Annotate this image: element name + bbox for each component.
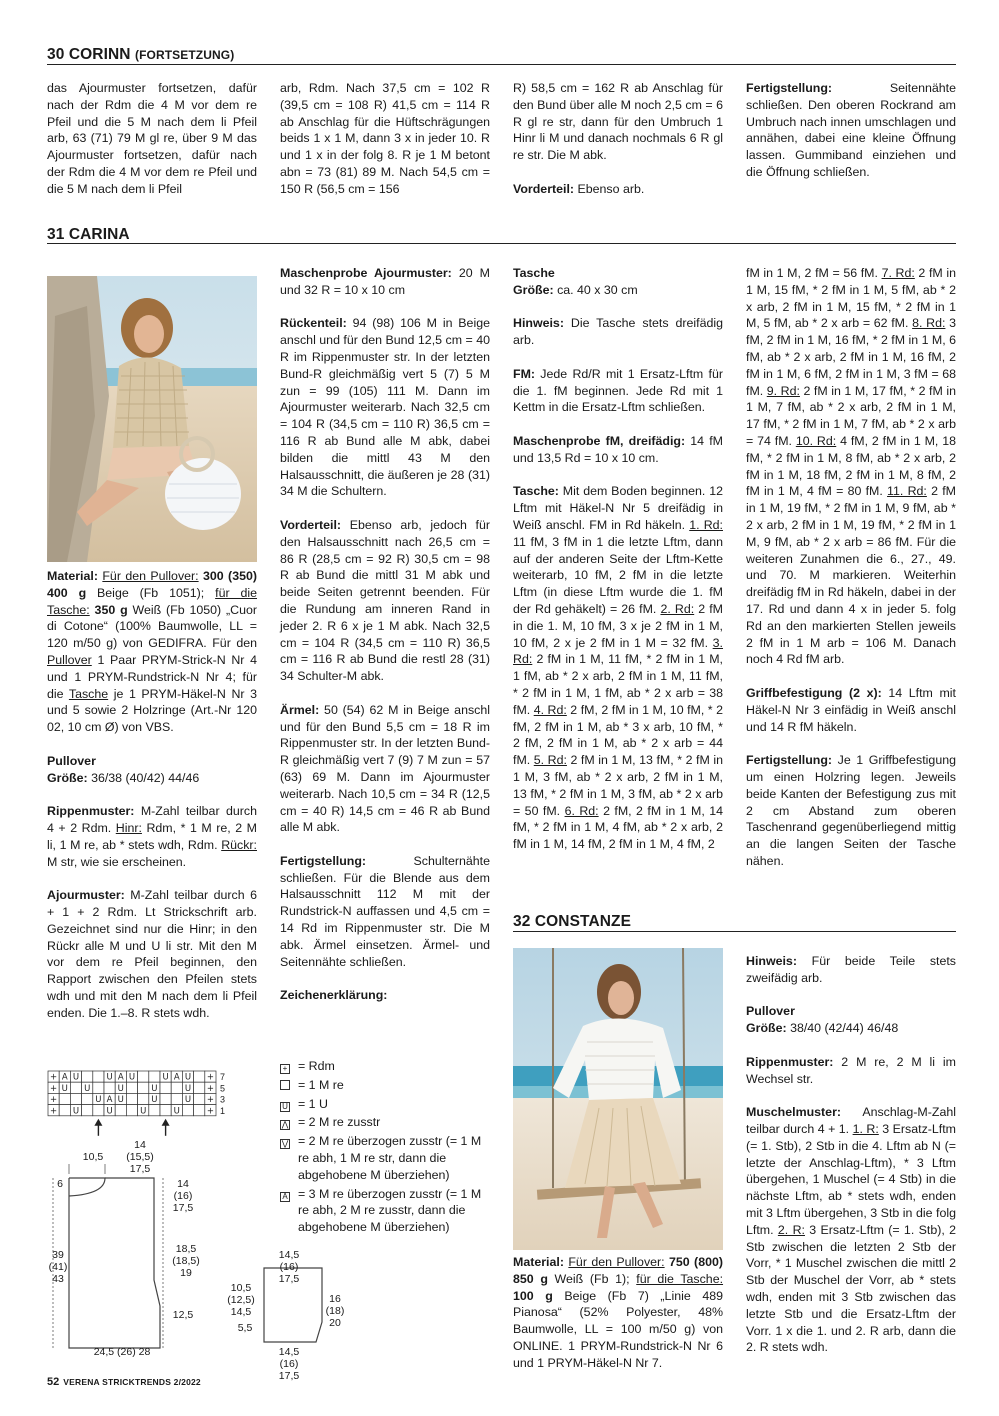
chart-symbol: U (184, 1095, 192, 1106)
corinn-rule (47, 64, 956, 65)
corinn-subtitle: (FORTSETZUNG) (135, 48, 235, 62)
chart-cell (138, 1093, 149, 1104)
carina-col-2: Maschenprobe Ajourmuster: 20 M und 32 R = 10 x 10 cm Rückenteil: 94 (98) 106 M in Beige anschl und für den Bund 12,5 cm = 40 R im Rippenmuster str. In der letzten Bund-R gleichmäßig vert 5 (7) 5 M zun = 99 (105) 111 M. Dann im Ajourmuster weiterarb. Nach 32,5 cm = 104 R (34,5 cm = 110 R) 36,5 cm = 116 R ab Bund alle M abk, dabei bilden die mittl 43 M den Halsausschnitt, die äußeren je 28 (31) 34 M die Schultern. Vorderteil: Ebenso arb, jedoch für den Halsausschnitt nach 26,5 cm = 86 R (28,5 cm = 92 R) 30,5 cm = 98 R ab Bund die mittl 31 M abk und beide Seiten getrennt beenden. Für die Rundung am inneren Rand in jeder 2. R 6 x je 1 M abk. Nach 32,5 cm = 104 R (34,5 cm = 110 R) 36,5 cm = 116 R ab Bund die restl 28 (31) 34 Schulter-M abk. Ärmel: 50 (54) 62 M in Beige anschl und für den Bund 5,5 cm = 18 R im Rippenmuster str. In der letzten Bund-R gleichmäßig vert 7 (9) 7 M zun = 57 (63) 69 M. Dann im Ajourmuster weiterarb. Nach 10,5 cm = 34 R (12,5 cm = 40 R) 14,5 cm = 46 R ab Bund alle M abk. Fertigstellung: Schulternähte schließen. Für die Blende aus dem Halsausschnitt 112 M mit der Rundstrick-N auffassen und 4,5 cm = 14 Rd im Rippenmuster str. Die M abk. Ärmel einsetzen. Ärmel- und Seitennähte schließen. Zeichenerklärung: (280, 266, 490, 1003)
chart-symbol: U (184, 1072, 192, 1083)
chart-symbol: U (61, 1083, 68, 1094)
carina-photo-illustration (47, 276, 257, 562)
chart-symbol: U (72, 1106, 80, 1117)
corinn-title: 30 CORINN (FORTSETZUNG) (47, 46, 235, 63)
legend-item (280, 1186, 490, 1236)
chart-cell (138, 1071, 149, 1082)
chart-row-number: 1 (220, 1105, 226, 1116)
chart-symbol: U (128, 1072, 136, 1083)
legend-text: = 2 M re zusstr (298, 1115, 381, 1130)
chart-cell (59, 1093, 70, 1104)
chart-symbol: A (106, 1095, 113, 1106)
chart-symbol: A (61, 1072, 68, 1083)
legend-symbol: ⋁ (281, 1139, 289, 1149)
legend-symbol (280, 1080, 290, 1090)
chart-symbol: U (84, 1083, 91, 1094)
legend-text: = 1 M re (298, 1077, 344, 1092)
magazine-name: VERENA STRICKTRENDS 2/2022 (63, 1377, 201, 1387)
chart-symbol: A (117, 1072, 124, 1083)
sleeve-left-low: 5,5 (237, 1322, 253, 1334)
carina-photo (47, 276, 257, 562)
sleeve-left: 10,5 (12,5) 14,5 (227, 1282, 255, 1318)
back-neck: 6 (57, 1178, 63, 1190)
chart-legend (280, 1058, 490, 1238)
chart-row-number: 3 (220, 1094, 226, 1105)
chart-symbol: + (50, 1083, 58, 1094)
chart-cell (70, 1093, 81, 1104)
chart-cell (138, 1082, 149, 1093)
chart-symbol: U (95, 1095, 102, 1106)
chart-cell (149, 1071, 160, 1082)
chart-symbol: + (206, 1083, 214, 1094)
repeat-arrow-head (94, 1119, 102, 1126)
chart-cell (59, 1105, 70, 1116)
chart-symbol: U (106, 1072, 113, 1083)
legend-symbol: + (280, 1064, 290, 1074)
chart-cell (160, 1093, 171, 1104)
chart-cell (93, 1082, 104, 1093)
legend-item (280, 1114, 490, 1131)
legend-item (280, 1058, 490, 1075)
legend-symbol: A (280, 1192, 290, 1202)
chart-cell (126, 1082, 137, 1093)
carina-col-4: fM in 1 M, 2 fM = 56 fM. 7. Rd: 2 fM in 1 M, 15 fM, * 2 fM in 1 M, 5 fM, ab * 2 x arb, 2 fM in 1 M, 15 fM, * 2 fM in 1 M, 5 fM, ab * 2 x arb = 62 fM. 8. Rd: 3 fM, 2 fM in 1 M, 16 fM, * 2 fM in 1 M, 6 fM, ab * 2 x arb, 2 fM in 1 M, 16 fM, 2 fM in 1 M, 6 fM, 2 fM in 1 M, 3 fM = 68 fM. 9. Rd: 2 fM in 1 M, 17 fM, * 2 fM in 1 M, 7 fM, ab * 2 x arb, 2 fM in 1 M, 17 fM, * 2 fM in 1 M, 7 fM, ab * 2 x arb = 74 fM. 10. Rd: 4 fM, 2 fM in 1 M, 18 fM, * 2 fM in 1 M, 8 fM, ab * 2 x arb, 2 fM in 1 M, 18 fM, 2 fM in 1 M, 8 fM, 2 fM in 1 M, 4 fM = 80 fM. 11. Rd: 2 fM in 1 M, 19 fM, * 2 fM in 1 M, 9 fM, ab * 2 x arb, 2 fM in 1 M, 19 fM, * 2 fM in 1 M, 9 fM, ab * 2 x arb = 86 fM. Für die weiteren Zunahmen die 6., 27., 49. und 70. M markieren. Weiterhin dreifädig fM in Rd häkeln, dabei in der 17. Rd und dann 4 x in jeder 5. folg Rd an den markierten Stellen jeweils 2 fM in 1 M arb = 106 M. Danach noch 4 Rd fM arb. Griffbefestigung (2 x): 14 Lftm mit Häkel-N Nr 3 einfädig in Weiß anschl und 14 R fM häkeln. Fertigstellung: Je 1 Griffbefestigung um einen Holzring legen. Jeweils beide Kanten der Befestigung zus mit 2 cm Abstand zum oberen Taschenrand gegenüberliegend mittig an die langen Seiten der Tasche nähen. (746, 266, 957, 868)
legend-symbol: U (280, 1102, 290, 1112)
constanze-col-3: Material: Für den Pullover: 750 (800) 850 g Weiß (Fb 1); für die Tasche: 100 g Beige (Fb 7) „Linie 489 Pianosa“ (52% Polyester, 48% Baumwolle, LL = 100 m/50 g) von ONLINE. 1 PRYM-Rundstrick-N Nr 6 und 1 PRYM-Häkel-N Nr 7. (513, 1255, 724, 1370)
corinn-col-1: das Ajourmuster fortsetzen, dafür nach der Rdm die 4 M vor dem re Pfeil und die 5 M nach dem li Pfeil arb, 63 (71) 79 M gl re, über 9 M das Ajourmuster fortsetzen, dafür nach der Rdm die 4 M vor dem re Pfeil und die 5 M nach dem li Pfeil (47, 81, 257, 196)
legend-item (280, 1133, 490, 1183)
legend-symbol: ⋀ (281, 1120, 289, 1130)
repeat-arrow-head (162, 1119, 170, 1126)
back-right-mid: 18,5 (18,5) 19 (172, 1243, 200, 1279)
chart-cell (126, 1093, 137, 1104)
corinn-col-2: arb, Rdm. Nach 37,5 cm = 102 R (39,5 cm = 108 R) 41,5 cm = 114 R ab Anschlag für die Hüftschrägungen beids 1 x 1 M, dann 3 x in jeder 10. R und 1 x in der folg 8. R je 1 M betont abn = 73 (81) 89 M. Nach 54,5 cm = 150 R (56,5 cm = 156 (280, 81, 490, 196)
chart-symbol: U (117, 1083, 124, 1094)
chart-cell (171, 1093, 182, 1104)
chart-symbol: U (117, 1095, 124, 1106)
chart-symbol: U (140, 1106, 147, 1117)
back-right-upper: 14 (16) 17,5 (172, 1178, 194, 1214)
chart-cell (104, 1082, 115, 1093)
corinn-col-4: Fertigstellung: Seitennähte schließen. Den oberen Rockrand am Umbruch nach innen umschlagen und annähen, dabei eine kleine Öffnung lassen. Gummiband einziehen und die Öffnung schließen. (746, 81, 956, 179)
chart-symbol: + (206, 1095, 214, 1106)
legend-text: = Rdm (298, 1059, 335, 1073)
back-right-low: 12,5 (172, 1309, 194, 1321)
chart-cell (182, 1105, 193, 1116)
chart-cell (171, 1082, 182, 1093)
chart-symbol: U (184, 1083, 192, 1094)
chart-cell (194, 1105, 205, 1116)
chart-cell (149, 1105, 160, 1116)
sleeve-right: 16 (18) 20 (325, 1293, 345, 1329)
chart-symbol: U (72, 1072, 80, 1083)
carina-rule (47, 243, 956, 244)
chart-cell (115, 1105, 126, 1116)
legend-text: = 3 M re überzogen zusstr (= 1 M re abh, 2 M re zusstr, dann die abgehobene M überziehen) (298, 1186, 482, 1235)
chart-cell (126, 1105, 137, 1116)
chart-cell (93, 1071, 104, 1082)
page-footer (47, 1376, 201, 1388)
chart-cell (70, 1082, 81, 1093)
carina-title: 31 CARINA (47, 226, 130, 243)
chart-cell (194, 1071, 205, 1082)
chart-cell (160, 1105, 171, 1116)
page-number: 52 (47, 1376, 60, 1388)
chart-row-number: 7 (220, 1072, 226, 1083)
constanze-rule (513, 931, 956, 932)
legend-item (280, 1096, 490, 1113)
chart-symbol: U (151, 1095, 158, 1106)
chart-symbol: U (106, 1106, 113, 1117)
chart-cell (194, 1093, 205, 1104)
chart-symbol: U (151, 1083, 158, 1094)
chart-symbol: + (50, 1072, 58, 1083)
chart-symbol: U (162, 1072, 169, 1083)
corinn-col-3: R) 58,5 cm = 162 R ab Anschlag für den Bund über alle M noch 2,5 cm = 6 R gl re str, dann für den Umbruch 1 Hinr li M und danach nochmals 6 R gl re str. Die M abk. Vorderteil: Ebenso arb. (513, 81, 723, 196)
sleeve-bottom: 14,5 (16) 17,5 (278, 1346, 300, 1382)
chart-cell (82, 1105, 93, 1116)
chart-symbol: A (173, 1072, 180, 1083)
chart-cell (82, 1093, 93, 1104)
back-bottom: 24,5 (26) 28 (93, 1346, 151, 1358)
chart-symbol: + (50, 1106, 58, 1117)
chart-row-number: 5 (220, 1083, 226, 1094)
chart-cell (160, 1082, 171, 1093)
back-top-total: 14 (15,5) 17,5 (126, 1139, 154, 1175)
constanze-col-4: Hinweis: Für beide Teile stets zweifädig arb. Pullover Größe: 38/40 (42/44) 46/48 Rippenmuster: 2 M re, 2 M li im Wechsel str. Muschelmuster: Anschlag-M-Zahl teilbar durch 4 + 1. 1. R: 3 Ersatz-Lftm (= 1. Stb), 2 Stb in die 4. Lftm ab N (= letzte der Anschlag-Lftm), * 3 Lftm übergehen, 1 Muschel (= 4 Stb) in die nächste Lftm, ab * stets wdh, enden mit 3 Lftm übergehen, 3 Stb in die folg Lftm. 2. R: 3 Ersatz-Lftm (= 1. Stb), 2 Stb zwischen die letzten 2 Stb der Vorr, * 1 Muschel zwischen die mittl 2 Stb der Muschel der Vorr, ab * stets wdh, enden mit 3 Stb zwischen das letzte Stb und die Ersatz-Lftm der Vorr. 1 x die 1. und 2. R arb, dann die 2. R stets wdh. (746, 954, 957, 1355)
constanze-title: 32 CONSTANZE (513, 913, 632, 930)
constanze-photo-illustration (513, 948, 723, 1250)
legend-text: = 1 U (298, 1096, 328, 1111)
chart-symbol: + (50, 1095, 58, 1106)
chart-symbol: U (173, 1106, 180, 1117)
back-left-height: 39 (41) 43 (48, 1249, 68, 1285)
carina-col-1: Material: Für den Pullover: 300 (350) 400 g Beige (Fb 1051); für die Tasche: 350 g Weiß (Fb 1050) „Cuor di Cotone“ (100% Baumwolle, LL = 120 m/50 g) von GEDIFRA. Für den Pullover 1 Paar PRYM-Strick-N Nr 4 und 1 PRYM-Rundstrick-N Nr 4; für die Tasche je 1 PRYM-Häkel-N Nr 3 und 5 sowie 2 Holzringe (Art.-Nr 120 02, 10 cm Ø) von VBS. Pullover Größe: 36/38 (40/42) 44/46 Rippenmuster: M-Zahl teilbar durch 4 + 2 Rdm. Hinr: Rdm, * 1 M re, 2 M li, 1 M re, ab * stets wdh, Rdm. Rückr: M str, wie sie erscheinen. Ajourmuster: M-Zahl teilbar durch 6 + 1 + 2 Rdm. Lt Strickschrift arb. Gezeichnet sind nur die Hinr; in den Rückr alle M und U li str. Mit den M vor dem re Pfeil beginnen, den Rapport zwischen den Pfeilen stets wdh und mit den M nach dem li Pfeil enden. Die 1.–8. R stets wdh. (47, 569, 258, 1020)
legend-item (280, 1077, 490, 1094)
chart-symbol: + (206, 1106, 214, 1117)
constanze-photo (513, 948, 723, 1250)
legend-text: = 2 M re überzogen zusstr (= 1 M re abh, 1 M re str, dann die abgehobene M überziehen) (298, 1134, 482, 1182)
chart-cell (194, 1082, 205, 1093)
back-top-left: 10,5 (82, 1151, 104, 1163)
chart-symbol: + (206, 1072, 214, 1083)
chart-cell (93, 1105, 104, 1116)
sleeve-top: 14,5 (16) 17,5 (278, 1249, 300, 1285)
carina-col-3: Tasche Größe: ca. 40 x 30 cm Hinweis: Die Tasche stets dreifädig arb. FM: Jede Rd/R mit 1 Ersatz-Lftm für die 1. fM beginnen. Jede Rd mit 1 Kettm in die Ersatz-Lftm schließen. Maschenprobe fM, dreifädig: 14 fM und 13,5 Rd = 10 x 10 cm. Tasche: Mit dem Boden beginnen. 12 Lftm mit Häkel-N Nr 5 dreifädig in Weiß anschl. FM in Rd häkeln. 1. Rd: 11 fM, 3 fM in 1 die letzte Lftm, dann auf der anderen Seite der Lftm-Kette weiterarb, 10 fM, 2 fM in die letzte Lftm (in diese Lftm wurde die 1. fM der Rd gehäkelt) = 26 fM. 2. Rd: 2 fM in die 1. M, 10 fM, 3 x je 2 fM in 1 M, 10 fM, 2 x je 2 fM in 1 M = 32 fM. 3. Rd: 2 fM in 1 M, 11 fM, * 2 fM in 1 M, 1 fM, ab * 2 x arb, 2 fM in 1 M, 11 fM, * 2 fM in 1 M, 1 fM, ab * 2 x arb = 38 fM. 4. Rd: 2 fM, 2 fM in 1 M, 10 fM, * 2 fM, 2 fM in 1 M, ab * 3 x arb, 10 fM, * 2 fM, 2 fM in 1 M, ab * 2 x arb = 44 fM. 5. Rd: 2 fM in 1 M, 13 fM, * 2 fM in 1 M, 3 fM, ab * 2 x arb, 2 fM in 1 M, 13 fM, * 2 fM in 1 M, 3 fM, ab * 2 x arb = 50 fM. 6. Rd: 2 fM, 2 fM in 1 M, 14 fM, * 2 fM in 1 M, 4 fM, ab * 2 x arb, 2 fM in 1 M, 14 fM, 2 fM in 1 M, 4 fM, 2 (513, 266, 724, 852)
chart-cell (82, 1071, 93, 1082)
